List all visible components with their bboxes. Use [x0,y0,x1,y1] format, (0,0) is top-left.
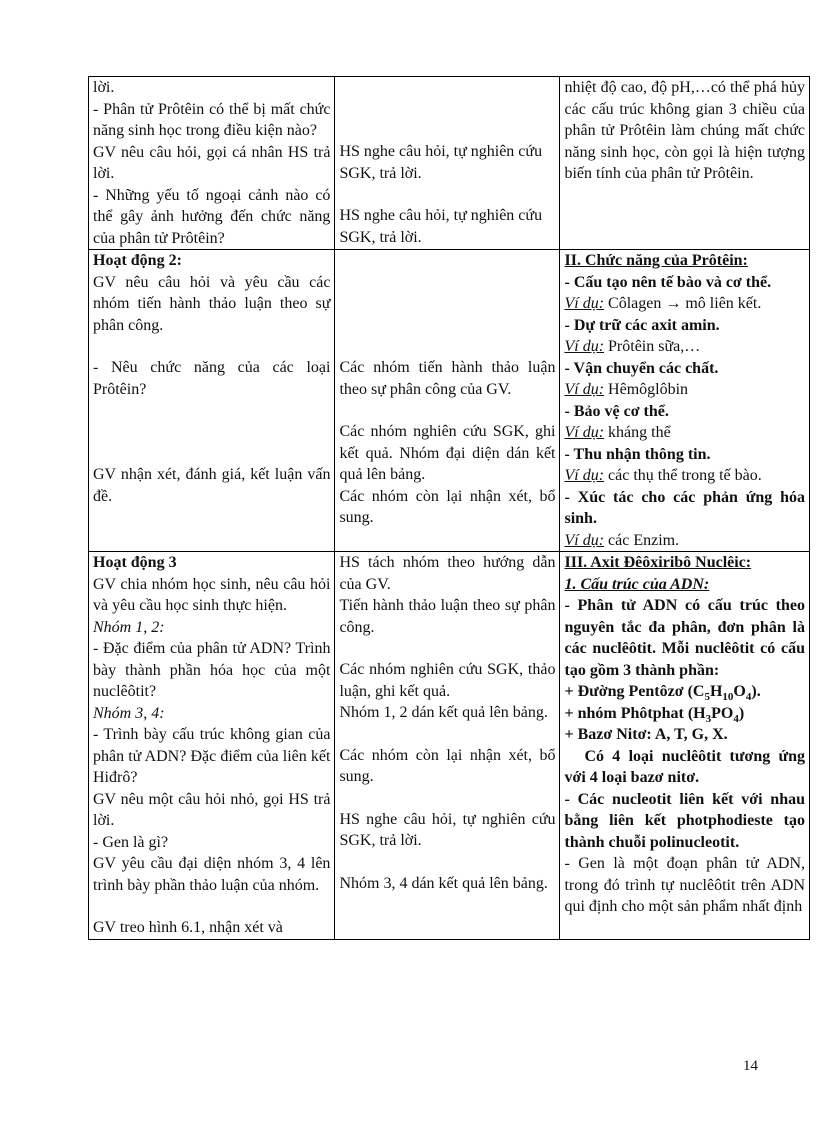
formula-part: + nhóm Phôtphat (H [564,704,706,722]
student-response: Nhóm 3, 4 dán kết quả lên bảng. [339,874,548,892]
example-label: Ví dụ: [564,467,605,484]
page-number: 14 [743,1058,758,1074]
example-label: Ví dụ: [564,531,605,549]
function-item: - Cấu tạo nên tế bào và cơ thể. [564,273,772,291]
example-text: Côlagen → mô liên kết. [604,295,762,312]
example-line [564,379,805,401]
question-text: - Gen là gì? [93,833,169,851]
formula-part: ). [751,683,761,700]
question-text: - Phân tử Prôtêin có thể bị mất chức năng sinh học trong điều kiện nào? [93,100,331,139]
example-text: Prôtêin sữa,… [604,338,701,355]
question-text: - Đặc điểm của phân tử ADN? Trình bày thành phần hóa học của một nuclêôtit? [93,640,331,700]
instruction-text: GV nêu câu hỏi và yêu cầu các nhóm tiến hành thảo luận theo sự phân công. [93,273,331,334]
function-item: - Vận chuyển các chất. [564,359,719,377]
instruction-text: GV yêu cầu đại diện nhóm 3, 4 lên trình bày phần thảo luận của nhóm. [93,855,331,894]
function-item: - Dự trữ các axit amin. [564,316,720,334]
content-text: - Phân tử ADN có cấu trúc theo nguyên tắc đa phân, đơn phân là các nuclêôtit. Mỗi nuclêôtit có cấu tạo gồm 3 thành phần: [564,597,805,679]
student-activity-cell [335,77,560,250]
formula-sub: 10 [722,691,734,704]
student-response: Các nhóm còn lại nhận xét, bổ sung. [339,746,556,785]
example-line [564,465,805,487]
example-line [564,336,805,358]
formula-sub: 3 [705,712,712,725]
content-text: nhiệt độ cao, độ pH,…có thể phá hủy các cấu trúc không gian 3 chiều của phân tử Prôtêin làm chúng mất chức năng sinh học, còn gọi là hiện tượng biến tính của phân tử Prôtêin. [564,79,805,182]
content-cell [560,552,810,940]
student-response: Các nhóm còn lại nhận xét, bổ sung. [339,487,556,526]
teacher-activity-cell [89,250,335,552]
question-text: - Những yếu tố ngoại cảnh nào có thể gây ảnh hưởng đến chức năng của phân tử Prôtêin? [93,186,331,247]
example-label: Ví dụ: [564,424,605,441]
student-response: Các nhóm tiến hành thảo luận theo sự phân công của GV. [339,359,556,398]
instruction-text: GV nêu câu hỏi, gọi cá nhân HS trả lời. [93,143,331,182]
table-row [89,552,810,940]
student-response: Nhóm 1, 2 dán kết quả lên bảng. [339,704,548,721]
activity-heading: Hoạt động 2: [93,252,182,269]
content-text: Có 4 loại nuclêôtit tương ứng với 4 loại bazơ nitơ. [564,747,805,786]
student-response: HS nghe câu hỏi, tự nghiên cứu SGK, trả lời. [339,143,543,182]
formula-part: ) [738,704,745,722]
example-line [564,422,805,444]
instruction-text: GV chia nhóm học sinh, nêu câu hỏi và yêu cầu học sinh thực hiện. [93,575,331,614]
table-row [89,77,810,250]
function-item: - Thu nhận thông tin. [564,445,711,463]
teacher-activity-cell [89,77,335,250]
formula-part: PO [711,704,734,722]
example-label: Ví dụ: [564,381,605,398]
text-line: lời. [93,79,115,96]
teacher-activity-cell [89,552,335,940]
example-text: Hêmôglôbin [604,381,689,398]
subsection-heading: 1. Cấu trúc của ADN: [564,575,710,593]
formula-sub: 4 [745,691,752,704]
content-cell [560,250,810,552]
conclusion-text: GV nhận xét, đánh giá, kết luận vấn đề. [93,466,331,505]
formula-sub: 4 [733,712,739,725]
formula-phosphate [564,703,805,725]
instruction-text: GV treo hình 6.1, nhận xét và [93,919,283,936]
lesson-table [88,76,810,940]
student-response: Các nhóm nghiên cứu SGK, thảo luận, ghi kết quả. [339,661,556,700]
function-item: - Bảo vệ cơ thể. [564,402,669,420]
content-cell [560,77,810,250]
formula-part: + Đường Pentôzơ (C [564,683,705,700]
formula-part: O [733,683,746,700]
question-text: - Nêu chức năng của các loại Prôtêin? [93,359,331,398]
student-activity-cell [335,250,560,552]
question-text: - Trình bày cấu trúc không gian của phân tử ADN? Đặc điểm của liên kết Hiđrô? [93,726,331,786]
example-text: các thụ thể trong tế bào. [604,467,762,484]
student-response: HS nghe câu hỏi, tự nghiên cứu SGK, trả lời. [339,810,556,849]
section-heading: II. Chức năng của Prôtêin: [564,252,748,269]
function-item: - Xúc tác cho các phản ứng hóa sinh. [564,488,805,527]
content-text: - Các nucleotit liên kết với nhau bằng liên kết photphodieste tạo thành chuỗi polinucleotit. [564,790,805,851]
example-label: Ví dụ: [564,295,605,312]
example-text: kháng thể [604,424,671,441]
table-row [89,250,810,552]
instruction-text: GV nêu một câu hỏi nhỏ, gọi HS trả lời. [93,790,331,829]
student-response: HS nghe câu hỏi, tự nghiên cứu SGK, trả lời. [339,207,543,246]
activity-heading: Hoạt động 3 [93,554,177,571]
student-response: Tiến hành thảo luận theo sự phân công. [339,597,556,636]
group-label: Nhóm 1, 2: [93,618,165,636]
student-activity-cell [335,552,560,940]
content-text: + Bazơ Nitơ: A, T, G, X. [564,726,728,743]
student-response: Các nhóm nghiên cứu SGK, ghi kết quả. Nhóm đại diện dán kết quả lên bảng. [339,423,556,483]
section-heading: III. Axit Đêôxiribô Nuclêic: [564,554,752,571]
formula-sugar [564,681,805,703]
example-line [564,293,805,315]
formula-part: H [709,683,723,700]
example-line [564,530,805,552]
group-label: Nhóm 3, 4: [93,704,165,722]
formula-sub: 5 [704,691,710,704]
example-label: Ví dụ: [564,338,605,355]
student-response: HS tách nhóm theo hướng dẫn của GV. [339,554,556,593]
content-text: - Gen là một đoạn phân tử ADN, trong đó trình tự nuclêôtit trên ADN qui định cho một sản phẩm nhất định [564,855,805,915]
example-text: các Enzim. [604,531,680,549]
